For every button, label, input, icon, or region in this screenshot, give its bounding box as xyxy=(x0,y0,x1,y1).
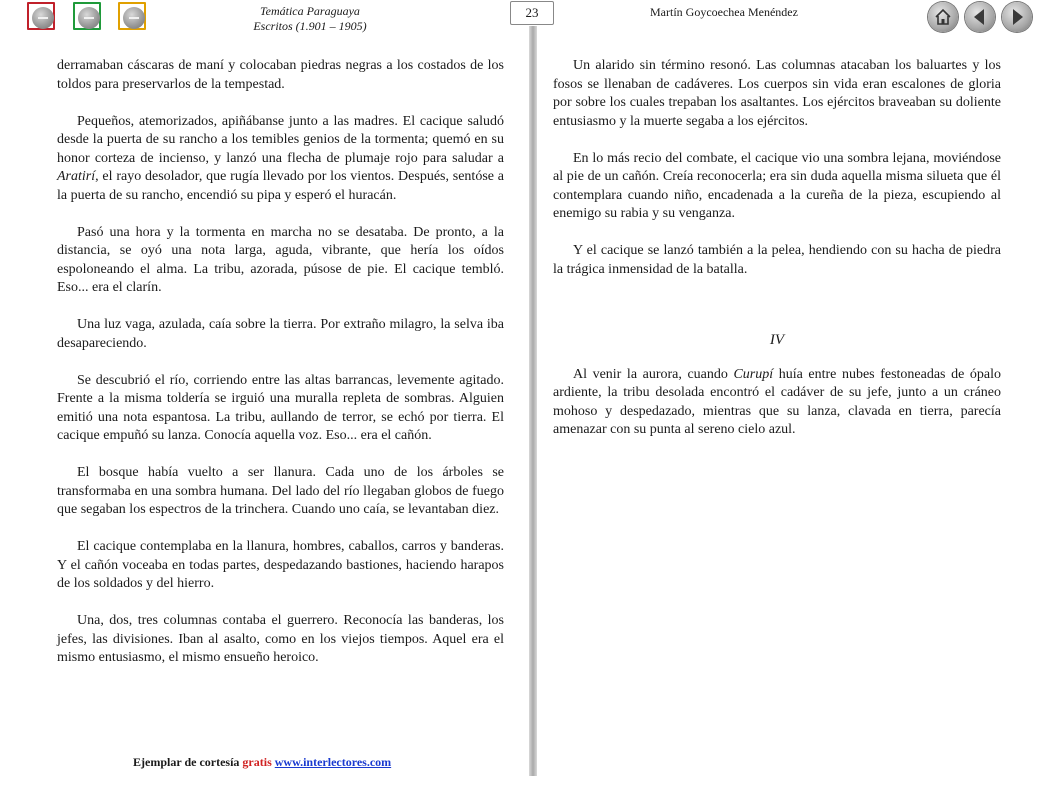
left-text-column xyxy=(57,57,504,686)
maximize-window-button[interactable] xyxy=(118,2,146,30)
close-window-icon xyxy=(32,7,54,29)
footer-link[interactable]: www.interlectores.com xyxy=(274,755,392,769)
section-heading: IV xyxy=(769,332,785,348)
paragraph: Y el cacique se lanzó también a la pelea, hendiendo con su hacha de piedra la trágica inmensidad de la batalla. xyxy=(553,243,1001,277)
previous-page-button[interactable] xyxy=(965,2,995,32)
minimize-window-button[interactable] xyxy=(73,2,101,30)
paragraph: En lo más recio del combate, el cacique vio una sombra lejana, moviéndose al pie de un cañón. Creía reconocerla; era sin duda aquella misma silueta que él contemplara cuando niño, encadenada a la cureña de la pieza, escupiendo al enemigo su rabia y su venganza. xyxy=(553,150,1001,221)
paragraph: Se descubrió el río, corriendo entre las altas barrancas, levemente agitado. Frente a la misma toldería se irguió una muralla repleta de sombras. Alguien emitió una nota espantosa. La tribu, aullando de terror, se echó por tierra. El cacique empuñó su lanza. Conocía aquella voz. Eso... era el cañón. xyxy=(57,372,504,443)
footer xyxy=(133,755,391,770)
page-gutter-divider xyxy=(529,26,537,776)
book-series-title: Temática Paraguaya xyxy=(260,4,360,18)
paragraph: Una luz vaga, azulada, caía sobre la tierra. Por extraño milagro, la selva iba desapareciendo. xyxy=(57,317,504,351)
paragraph: Pequeños, atemorizados, apiñábanse junto a las madres. El cacique saludó desde la puerta de su rancho a los temibles genios de la tormenta; quemó en su honor corteza de incienso, y lanzó una flecha de plumaje rojo para saludar a Aratirí, el rayo desolador, que rugía llevado por los vientos. Después, sentóse a la puerta de su rancho, encendió su pipa y esperó el huracán. xyxy=(57,113,504,203)
next-page-icon xyxy=(1002,2,1032,32)
close-window-button[interactable] xyxy=(27,2,55,30)
minimize-window-icon xyxy=(78,7,100,29)
book-period: Escritos (1.901 – 1905) xyxy=(253,19,367,33)
italic-word: Aratirí xyxy=(57,169,96,184)
paragraph: El bosque había vuelto a ser llanura. Cada uno de los árboles se transformaba en una sombra humana. Del lado del río llegaban globos de fuego que segaban los espectros de la trinchera. Cuando uno caía, se levantaban diez. xyxy=(57,465,504,517)
page-number: 23 xyxy=(510,1,554,25)
footer-highlight: gratis xyxy=(242,755,272,769)
next-page-button[interactable] xyxy=(1002,2,1032,32)
paragraph: Un alarido sin término resonó. Las columnas atacaban los baluartes y los fosos se llenaban de cadáveres. Los cuerpos sin vida eran escalones de gloria por sobre los cuales trepaban los asaltantes. Los ejércitos braveaban su doliente entusiasmo y la muerte segaba a los ejércitos. xyxy=(553,58,1001,129)
footer-prefix: Ejemplar de cortesía xyxy=(133,755,240,769)
right-text-column xyxy=(553,57,1001,458)
home-button[interactable] xyxy=(928,2,958,32)
maximize-window-icon xyxy=(123,7,145,29)
italic-word: Curupí xyxy=(733,366,774,382)
paragraph: Una, dos, tres columnas contaba el guerrero. Reconocía las banderas, los jefes, las divisiones. Iban al asalto, como en los viejos tiempos. Aquel era el mismo entusiasmo, el mismo ensueño heroico. xyxy=(57,613,504,665)
paragraph: derramaban cáscaras de maní y colocaban piedras negras a los costados de los toldos para preservarlos de la tempestad. xyxy=(57,58,504,92)
home-icon xyxy=(928,2,958,32)
author-name: Martín Goycoechea Menéndez xyxy=(650,5,798,19)
paragraph: Al venir la aurora, cuando Curupí huía entre nubes festoneadas de ópalo ardiente, la tribu desolada encontró el cadáver de su jefe, junto a un cráneo mohoso y despedazado, mientras que su lanza, clavada en tierra, parecía amenazar con su punta al sereno cielo azul. xyxy=(553,366,1001,437)
paragraph: Pasó una hora y la tormenta en marcha no se desataba. De pronto, a la distancia, se oyó una nota larga, aguda, vibrante, que hería los oídos espoloneando el alma. La tribu, azorada, púsose de pie. El cacique tembló. Eso... era el clarín. xyxy=(57,224,504,295)
paragraph: El cacique contemplaba en la llanura, hombres, caballos, carros y banderas. Y el cañón voceaba en todas partes, despedazando bastiones, haciendo harapos de los soldados y del hierro. xyxy=(57,539,504,591)
previous-page-icon xyxy=(965,2,995,32)
